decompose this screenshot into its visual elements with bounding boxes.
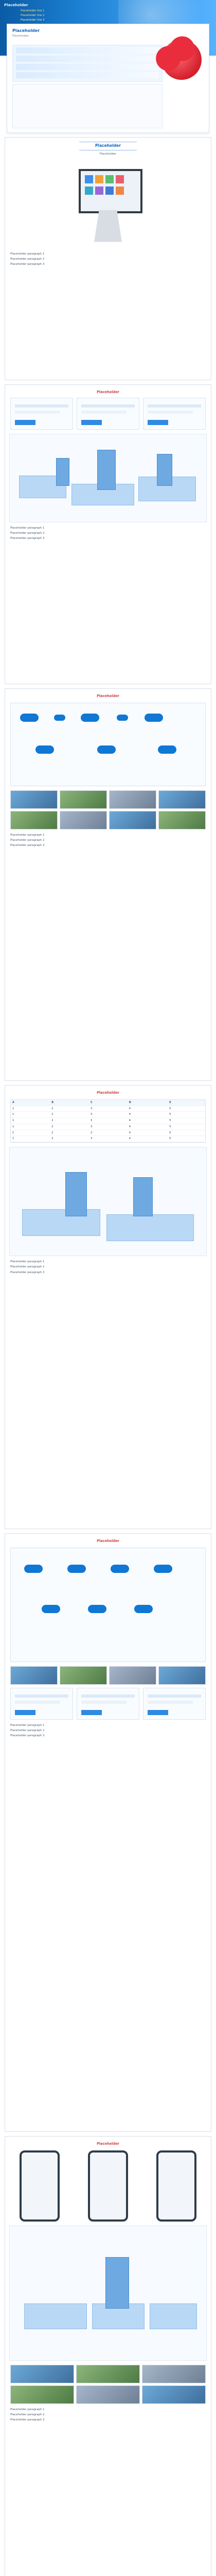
table-cell: 3 [89, 1130, 128, 1136]
feature-card [143, 398, 206, 430]
table-cell: 3 [89, 1112, 128, 1118]
table-cell: 1 [11, 1130, 50, 1136]
card-tag [81, 1710, 102, 1715]
card-line [15, 1701, 60, 1704]
module-node [67, 1565, 86, 1573]
table-row [11, 1124, 205, 1130]
architecture-ribbon: Placeholder [97, 694, 119, 698]
card-tag [148, 1710, 168, 1715]
intro-row [16, 72, 159, 78]
table-cell: 5 [168, 1112, 205, 1118]
stats-table [11, 1100, 205, 1142]
table-cell: 4 [128, 1112, 168, 1118]
mobile-gallery-thumb [76, 2365, 140, 2383]
mobile-gallery [10, 2365, 206, 2404]
flow-node [117, 715, 128, 721]
modules-paragraph: Placeholder paragraph 1 [10, 1723, 45, 1727]
mobile-gallery-thumb [10, 2385, 74, 2404]
card-line [148, 404, 201, 408]
isometric-city-diagram [9, 434, 207, 522]
app-tile-icon [85, 175, 93, 183]
card-line [81, 1694, 135, 1698]
app-tile-icon [95, 187, 103, 195]
flow-node [20, 714, 39, 722]
architecture-paragraph: Placeholder paragraph 2 [10, 839, 45, 842]
table-row [11, 1118, 205, 1124]
data-text [10, 1260, 206, 1275]
table-cell: 5 [168, 1106, 205, 1112]
table-cell: 3 [89, 1124, 128, 1130]
module-card [10, 1688, 73, 1720]
table-cell: 1 [11, 1136, 50, 1142]
section-title-overview: Placeholder [79, 142, 137, 150]
hero-line-2: Placeholder line 2 [21, 14, 45, 17]
iso-tower [157, 454, 172, 486]
iso-block [24, 2303, 87, 2329]
data-paragraph: Placeholder paragraph 3 [10, 1270, 45, 1274]
mobile-paragraph: Placeholder paragraph 2 [10, 2413, 45, 2417]
spacer [5, 138, 211, 142]
table-cell: 2 [50, 1106, 89, 1112]
section-data-table [5, 1085, 211, 1529]
card-line [148, 411, 193, 414]
module-cards [10, 1688, 206, 1720]
intro-row [16, 64, 159, 70]
iso-block [22, 1209, 100, 1236]
section-modules [5, 1533, 211, 2132]
hero-tag: Placeholder [4, 3, 28, 7]
card-line [81, 1701, 127, 1704]
table-row [11, 1112, 205, 1118]
architecture-text [10, 834, 206, 848]
intro-card [7, 24, 209, 133]
table-cell: 5 [168, 1136, 205, 1142]
app-tile-icon [105, 175, 114, 183]
kiosk-device [59, 161, 157, 248]
stats-table-container [10, 1099, 206, 1143]
module-screens [10, 1666, 206, 1685]
features-ribbon: Placeholder [97, 390, 119, 394]
gallery-thumb [158, 811, 206, 829]
kiosk-screen [79, 169, 142, 213]
feature-card [10, 398, 73, 430]
card-line [81, 404, 135, 408]
gallery-thumb [109, 811, 156, 829]
section-architecture [5, 688, 211, 1081]
feature-cards [10, 398, 206, 430]
gallery-thumb [10, 811, 58, 829]
mobile-gallery-thumb [10, 2365, 74, 2383]
table-cell: 4 [128, 1106, 168, 1112]
table-cell: 1 [11, 1124, 50, 1130]
module-card [143, 1688, 206, 1720]
app-tile-icon [116, 175, 124, 183]
module-node [24, 1565, 43, 1573]
table-header-cell: E [168, 1100, 205, 1106]
architecture-paragraph: Placeholder paragraph 1 [10, 833, 45, 837]
module-node [111, 1565, 129, 1573]
mobile-gallery-thumb [142, 2385, 206, 2404]
table-cell: 4 [128, 1130, 168, 1136]
phone-preview [20, 2150, 60, 2222]
data-paragraph: Placeholder paragraph 1 [10, 1260, 45, 1264]
table-cell: 4 [128, 1124, 168, 1130]
overview-paragraph: Placeholder paragraph 1 [10, 252, 45, 256]
data-illustration [9, 1147, 207, 1256]
table-cell: 3 [89, 1136, 128, 1142]
modules-ribbon: Placeholder [97, 1539, 119, 1543]
gallery-thumb [109, 790, 156, 809]
data-paragraph: Placeholder paragraph 2 [10, 1265, 45, 1269]
iso-tower [65, 1172, 87, 1216]
section-mobile-solutions [5, 2136, 211, 2576]
data-ribbon: Placeholder [97, 1091, 119, 1095]
card-tag [15, 1710, 35, 1715]
app-tile-icon [95, 175, 103, 183]
intro-caption-box [12, 84, 163, 128]
intro-row [16, 56, 159, 62]
module-screen-thumb [10, 1666, 58, 1685]
card-tag [15, 420, 35, 425]
card-line [15, 1694, 68, 1698]
mobile-ribbon: Placeholder [97, 2142, 119, 2146]
table-row [11, 1136, 205, 1142]
kiosk-stand [94, 210, 122, 242]
table-cell: 5 [168, 1118, 205, 1124]
module-node [42, 1605, 60, 1613]
section-features [5, 384, 211, 684]
flow-node [158, 745, 176, 754]
app-tile-icon [85, 187, 93, 195]
phone-preview-row [5, 2150, 211, 2222]
table-header-row [11, 1100, 205, 1106]
gallery-thumb [158, 790, 206, 809]
table-cell: 3 [89, 1118, 128, 1124]
flow-node [145, 714, 163, 722]
module-screen-thumb [158, 1666, 206, 1685]
module-node [154, 1565, 172, 1573]
app-tile-icon [105, 187, 114, 195]
mobile-gallery-thumb [76, 2385, 140, 2404]
features-text-block [10, 527, 206, 541]
phone-preview [156, 2150, 196, 2222]
table-cell: 1 [11, 1106, 50, 1112]
table-cell: 1 [11, 1118, 50, 1124]
card-tag [81, 420, 102, 425]
table-cell: 3 [89, 1106, 128, 1112]
mobile-ecosystem-diagram [9, 2226, 207, 2361]
intro-title: Placeholder [12, 28, 40, 33]
feature-card [77, 398, 139, 430]
card-line [148, 1701, 193, 1704]
hero-line-3: Placeholder line 3 [21, 19, 45, 22]
table-row [11, 1130, 205, 1136]
modules-paragraph: Placeholder paragraph 3 [10, 1734, 45, 1738]
features-paragraph: Placeholder paragraph 2 [10, 532, 45, 535]
card-line [15, 404, 68, 408]
mobile-paragraph: Placeholder paragraph 1 [10, 2408, 45, 2411]
table-header-cell: C [89, 1100, 128, 1106]
app-tile-icon [116, 187, 124, 195]
card-line [81, 411, 127, 414]
table-cell: 4 [128, 1118, 168, 1124]
card-line [15, 411, 60, 414]
architecture-paragraph: Placeholder paragraph 3 [10, 844, 45, 848]
overview-text [10, 252, 206, 267]
gallery-thumb [60, 811, 107, 829]
table-cell: 4 [128, 1136, 168, 1142]
flow-node [54, 715, 65, 721]
overview-paragraph: Placeholder paragraph 3 [10, 263, 45, 266]
iso-tower [133, 1177, 153, 1216]
module-node [88, 1605, 106, 1613]
table-cell: 1 [11, 1112, 50, 1118]
overview-paragraph: Placeholder paragraph 2 [10, 257, 45, 261]
hero-line-1: Placeholder line 1 [21, 9, 45, 12]
intro-row [16, 47, 159, 54]
screenshot-gallery [10, 790, 206, 829]
intro-subtitle: Placeholder [12, 35, 29, 38]
features-paragraph: Placeholder paragraph 3 [10, 537, 45, 540]
table-cell: 5 [168, 1130, 205, 1136]
modules-paragraph: Placeholder paragraph 2 [10, 1729, 45, 1733]
module-node [134, 1605, 153, 1613]
architecture-flowchart [10, 703, 206, 786]
table-header-cell: A [11, 1100, 50, 1106]
intro-left-box [12, 45, 163, 82]
iso-block [106, 1214, 194, 1241]
heart-icon [158, 37, 205, 83]
features-paragraph: Placeholder paragraph 1 [10, 526, 45, 530]
iso-block [150, 2303, 197, 2329]
table-cell: 5 [168, 1124, 205, 1130]
gallery-thumb [10, 790, 58, 809]
iso-tower [105, 2257, 129, 2309]
module-screen-thumb [60, 1666, 107, 1685]
table-cell: 2 [50, 1118, 89, 1124]
mobile-paragraph: Placeholder paragraph 3 [10, 2418, 45, 2422]
table-cell: 2 [50, 1124, 89, 1130]
modules-text [10, 1724, 206, 1738]
module-diagram [10, 1548, 206, 1662]
section-overview [5, 137, 211, 380]
module-screen-thumb [109, 1666, 156, 1685]
iso-tower [56, 458, 69, 486]
card-line [148, 1694, 201, 1698]
flow-node [35, 745, 54, 754]
flow-node [97, 745, 116, 754]
mobile-text [10, 2408, 206, 2422]
section-subtitle-overview: Placeholder [99, 152, 117, 156]
module-card [77, 1688, 139, 1720]
table-cell: 2 [50, 1112, 89, 1118]
table-row [11, 1106, 205, 1112]
card-tag [148, 420, 168, 425]
mobile-gallery-thumb [142, 2365, 206, 2383]
table-cell: 2 [50, 1136, 89, 1142]
table-header-cell: B [50, 1100, 89, 1106]
phone-preview [88, 2150, 128, 2222]
gallery-thumb [60, 790, 107, 809]
table-header-cell: D [128, 1100, 168, 1106]
iso-tower [97, 450, 116, 490]
table-cell: 2 [50, 1130, 89, 1136]
flow-node [81, 714, 99, 722]
